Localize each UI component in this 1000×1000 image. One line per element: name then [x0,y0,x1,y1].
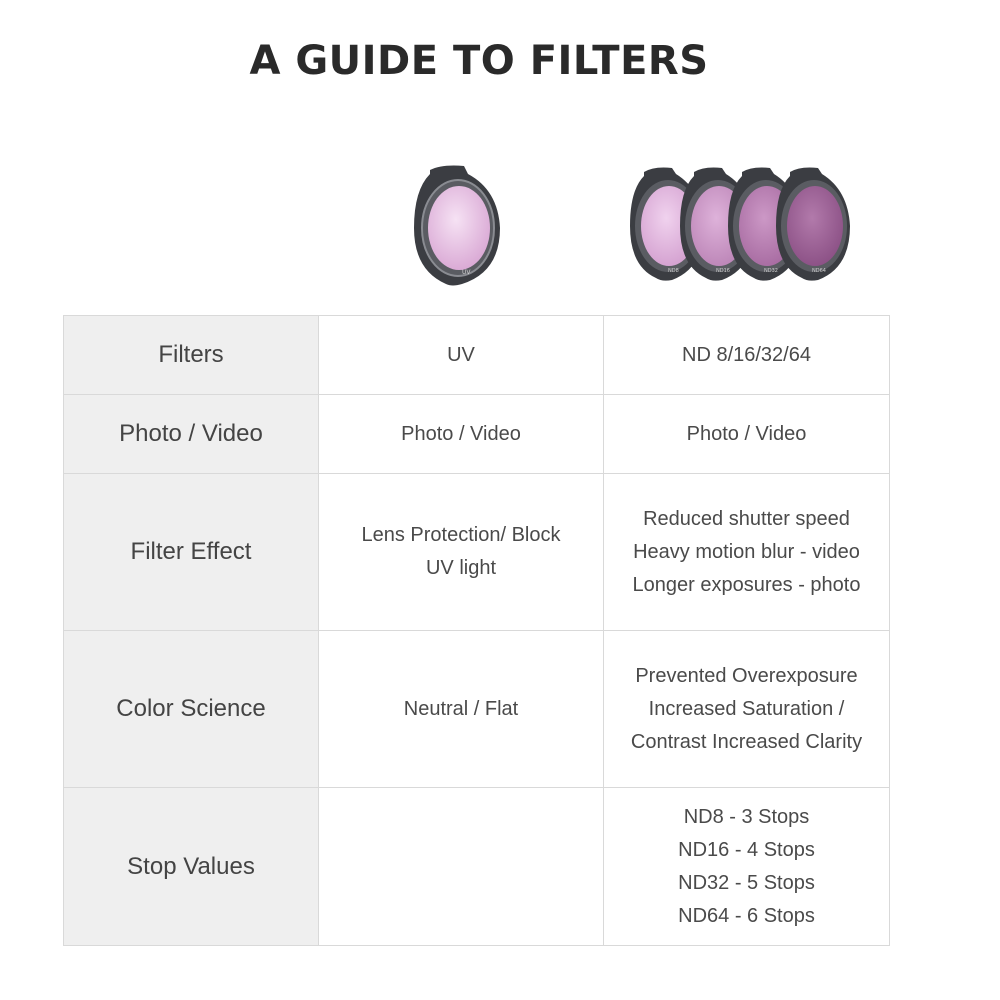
cell-line: ND32 - 5 Stops [678,871,815,894]
nd-filters-image [622,162,862,290]
uv-stop-values-cell [319,788,604,946]
nd16-engraving: ND16 [716,268,730,274]
cell-line: ND 8/16/32/64 [682,343,811,366]
cell-line: UV light [425,557,497,579]
row-header-filters: Filters [64,316,319,395]
cell-line: Photo / Video [686,422,807,445]
cell-line: Photo / Video [401,422,521,445]
table-row [64,631,890,788]
cell-line: Reduced shutter speed [643,507,850,530]
uv-filters-cell [319,316,604,395]
table-row [64,788,890,946]
uv-filter-effect-cell [319,474,604,631]
page-title: A GUIDE TO FILTERS [249,38,709,84]
cell-line: Neutral / Flat [403,697,519,720]
table-row [64,395,890,474]
filter-guide-table [63,315,890,946]
row-header-color-science: Color Science [64,631,319,788]
table-row [64,474,890,631]
cell-line: Lens Protection/ Block [361,524,561,546]
row-header-stop-values: Stop Values [64,788,319,946]
cell-line: Increased Saturation / [648,697,845,720]
cell-line: Heavy motion blur - video [633,540,860,563]
uv-engraving: UV [462,269,471,276]
uv-color-science-cell [319,631,604,788]
cell-line: ND64 - 6 Stops [678,904,815,927]
nd-photo-video-cell [604,395,890,474]
cell-line: ND8 - 3 Stops [683,805,810,828]
nd-filters-cell [604,316,890,395]
uv-photo-video-cell [319,395,604,474]
nd8-engraving: ND8 [668,268,679,274]
nd64-engraving: ND64 [812,268,826,274]
nd-filter-effect-cell [604,474,890,631]
uv-filter-image [402,160,512,292]
cell-line: Prevented Overexposure [635,664,858,687]
nd32-engraving: ND32 [764,268,778,274]
cell-line: UV [447,343,475,366]
row-header-filter-effect: Filter Effect [64,474,319,631]
row-header-photo-video: Photo / Video [64,395,319,474]
nd-color-science-cell [604,631,890,788]
nd-stop-values-cell [604,788,890,946]
cell-line: Contrast Increased Clarity [630,730,863,753]
cell-line: Longer exposures - photo [632,573,861,596]
cell-line: ND16 - 4 Stops [678,838,815,861]
table-row [64,316,890,395]
